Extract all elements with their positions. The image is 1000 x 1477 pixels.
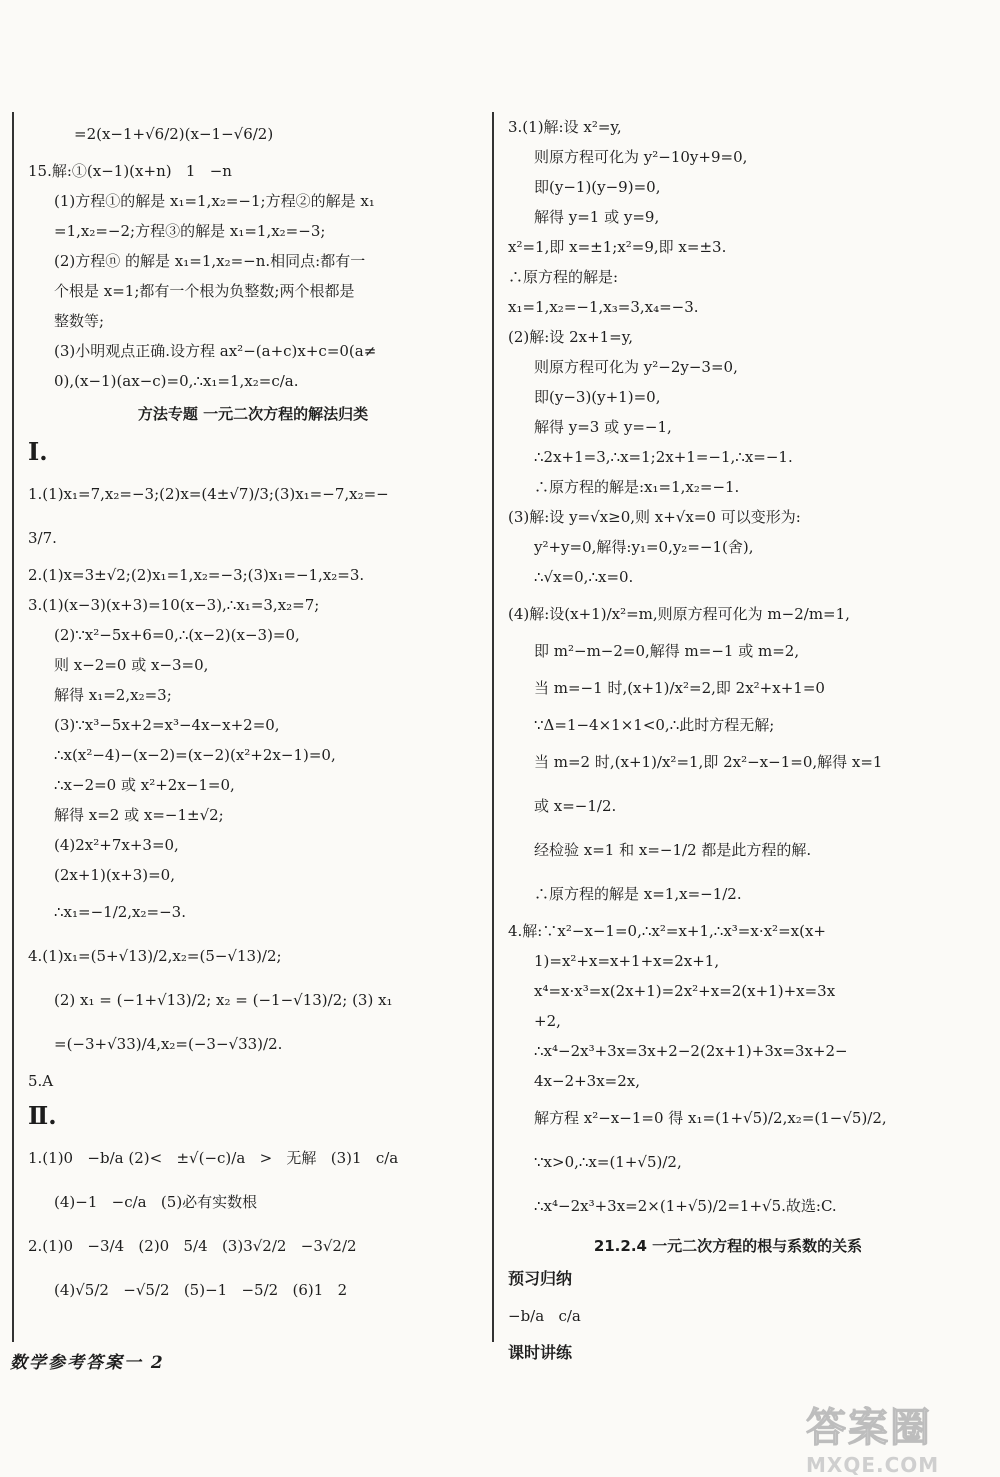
watermark-url: MXQE.COM: [806, 1453, 940, 1477]
part-numeral: Ⅰ.: [28, 437, 48, 466]
answer-line: y²+y=0,解得:y₁=0,y₂=−1(舍),: [534, 538, 754, 556]
answer-line: 解得 y=1 或 y=9,: [534, 208, 660, 226]
answer-line: 4x−2+3x=2x,: [534, 1072, 641, 1090]
watermark-title: 答案圈: [806, 1405, 932, 1451]
answer-line: (2)解:设 2x+1=y,: [508, 328, 634, 346]
answer-line: ∴x₁=−1/2,x₂=−3.: [54, 903, 186, 921]
answer-line: 解得 x=2 或 x=−1±√2;: [54, 806, 224, 824]
answer-line: (2x+1)(x+3)=0,: [54, 866, 175, 884]
answer-line: =(−3+√33)/4,x₂=(−3−√33)/2.: [54, 1035, 283, 1053]
section-heading: 21.2.4 一元二次方程的根与系数的关系: [593, 1237, 863, 1255]
answer-line: 0),(x−1)(ax−c)=0,∴x₁=1,x₂=c/a.: [54, 372, 299, 390]
answer-line: 个根是 x=1;都有一个根为负整数;两个根都是: [54, 282, 355, 300]
page-footer: 数学参考答案一 2: [10, 1353, 165, 1373]
answer-line: 4.(1)x₁=(5+√13)/2,x₂=(5−√13)/2;: [28, 947, 282, 965]
answer-line: 3/7.: [28, 529, 57, 547]
answer-line: 3.(1)(x−3)(x+3)=10(x−3),∴x₁=3,x₂=7;: [28, 596, 320, 614]
answer-line: (4)2x²+7x+3=0,: [54, 836, 179, 854]
answer-line: 1.(1)0 −b/a (2)< ±√(−c)/a > 无解 (3)1 c/a: [28, 1149, 399, 1167]
answer-line: 当 m=−1 时,(x+1)/x²=2,即 2x²+x+1=0: [534, 679, 825, 697]
answer-line: ∴原方程的解是:x₁=1,x₂=−1.: [534, 478, 740, 496]
answer-line: (4)√5/2 −√5/2 (5)−1 −5/2 (6)1 2: [54, 1281, 348, 1299]
answer-line: x²=1,即 x=±1;x²=9,即 x=±3.: [508, 238, 727, 256]
answer-line: ∴原方程的解是 x=1,x=−1/2.: [534, 885, 742, 903]
answer-line: (2)∵x²−5x+6=0,∴(x−2)(x−3)=0,: [54, 626, 300, 644]
answer-line: 解得 x₁=2,x₂=3;: [54, 686, 172, 704]
answer-line: (3)解:设 y=√x≥0,则 x+√x=0 可以变形为:: [508, 508, 801, 526]
answer-line: (1)方程①的解是 x₁=1,x₂=−1;方程②的解是 x₁: [54, 192, 375, 210]
answer-line: 1)=x²+x=x+1+x=2x+1,: [534, 952, 720, 970]
answer-line: 则原方程可化为 y²−2y−3=0,: [534, 358, 738, 376]
column-divider: [492, 112, 494, 1342]
answer-line: ∴原方程的解是:: [508, 268, 619, 286]
answer-line: 5.A: [28, 1072, 54, 1090]
answer-line: 即(y−1)(y−9)=0,: [534, 178, 661, 196]
answer-line: ∵Δ=1−4×1×1<0,∴此时方程无解;: [534, 716, 775, 734]
subsection-label: 预习归纳: [508, 1269, 573, 1288]
answer-line: 则原方程可化为 y²−10y+9=0,: [534, 148, 748, 166]
answer-line: ∴√x=0,∴x=0.: [534, 568, 634, 586]
answer-line: ∴2x+1=3,∴x=1;2x+1=−1,∴x=−1.: [534, 448, 793, 466]
answer-line: 经检验 x=1 和 x=−1/2 都是此方程的解.: [534, 841, 812, 859]
answer-line: (4)−1 −c/a (5)必有实数根: [54, 1193, 258, 1211]
answer-line: 解得 y=3 或 y=−1,: [534, 418, 672, 436]
answer-line: x₁=1,x₂=−1,x₃=3,x₄=−3.: [508, 298, 699, 316]
answer-line: −b/a c/a: [508, 1307, 581, 1325]
left-column: [28, 112, 478, 1312]
answer-line: 解方程 x²−x−1=0 得 x₁=(1+√5)/2,x₂=(1−√5)/2,: [534, 1109, 887, 1127]
answer-line: (3)∵x³−5x+2=x³−4x−x+2=0,: [54, 716, 280, 734]
answer-line: ∴x⁴−2x³+3x=2×(1+√5)/2=1+√5.故选:C.: [534, 1197, 837, 1215]
answer-line: 4.解:∵x²−x−1=0,∴x²=x+1,∴x³=x·x²=x(x+: [508, 922, 826, 940]
answer-line: ∴x(x²−4)−(x−2)=(x−2)(x²+2x−1)=0,: [54, 746, 336, 764]
answer-line: (3)小明观点正确.设方程 ax²−(a+c)x+c=0(a≠: [54, 342, 377, 360]
answer-line: +2,: [534, 1012, 561, 1030]
answer-line: 即(y−3)(y+1)=0,: [534, 388, 661, 406]
answer-line: 则 x−2=0 或 x−3=0,: [54, 656, 209, 674]
watermark-logo: [806, 1396, 982, 1477]
answer-line: (2) x₁ = (−1+√13)/2; x₂ = (−1−√13)/2; (3) x₁: [54, 991, 393, 1009]
answer-line: ∴x⁴−2x³+3x=3x+2−2(2x+1)+3x=3x+2−: [534, 1042, 848, 1060]
answer-line: 或 x=−1/2.: [534, 797, 617, 815]
answer-line: 当 m=2 时,(x+1)/x²=1,即 2x²−x−1=0,解得 x=1: [534, 753, 883, 771]
answer-line: =2(x−1+√6/2)(x−1−√6/2): [74, 125, 274, 143]
answer-line: 2.(1)0 −3/4 (2)0 5/4 (3)3√2/2 −3√2/2: [28, 1237, 357, 1255]
part-numeral: Ⅱ.: [28, 1101, 57, 1130]
section-heading: 方法专题 一元二次方程的解法归类: [137, 405, 369, 423]
answer-line: ∵x>0,∴x=(1+√5)/2,: [534, 1153, 682, 1171]
answer-line: 15.解:①(x−1)(x+n) 1 −n: [28, 162, 232, 180]
answer-line: (4)解:设(x+1)/x²=m,则原方程可化为 m−2/m=1,: [508, 605, 850, 623]
answer-line: x⁴=x·x³=x(2x+1)=2x²+x=2(x+1)+x=3x: [534, 982, 836, 1000]
answer-line: 1.(1)x₁=7,x₂=−3;(2)x=(4±√7)/3;(3)x₁=−7,x₂=−: [28, 485, 389, 503]
answer-line: (2)方程ⓝ 的解是 x₁=1,x₂=−n.相同点:都有一: [54, 252, 366, 270]
answer-line: 3.(1)解:设 x²=y,: [508, 118, 622, 136]
subsection-label: 课时讲练: [508, 1343, 573, 1362]
answer-line: 整数等;: [54, 312, 105, 330]
left-margin-rule: [12, 112, 14, 1342]
right-column: [508, 112, 948, 1368]
answer-line: ∴x−2=0 或 x²+2x−1=0,: [54, 776, 235, 794]
answer-line: =1,x₂=−2;方程③的解是 x₁=1,x₂=−3;: [54, 222, 326, 240]
answer-line: 2.(1)x=3±√2;(2)x₁=1,x₂=−3;(3)x₁=−1,x₂=3.: [28, 566, 365, 584]
answer-line: 即 m²−m−2=0,解得 m=−1 或 m=2,: [534, 642, 800, 660]
